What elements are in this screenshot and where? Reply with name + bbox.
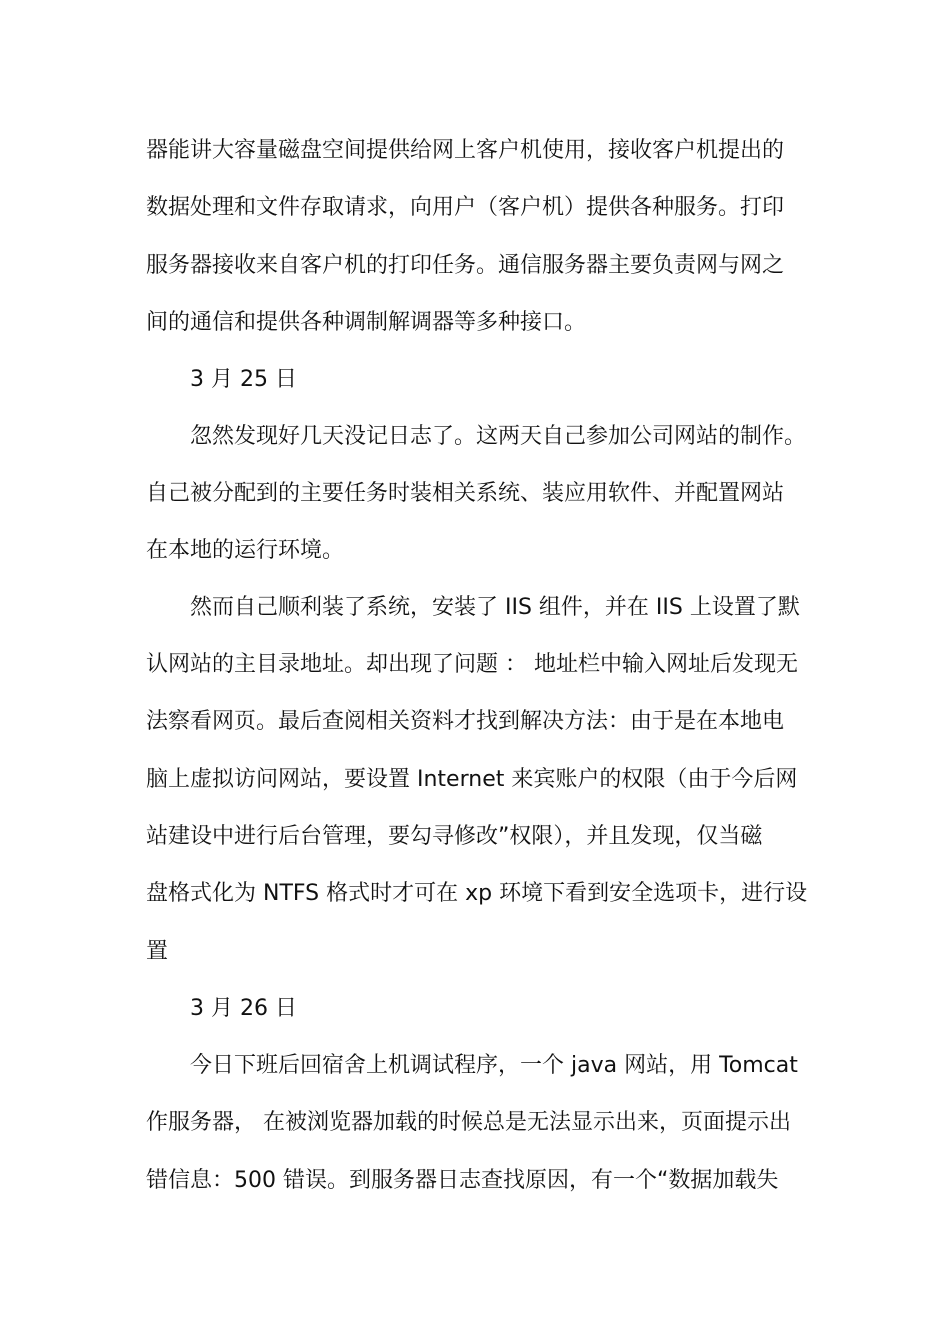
text-line: 数据处理和文件存取请求，向用户（客户机）提供各种服务。打印	[146, 195, 785, 220]
text-line: 认网站的主目录地址。却出现了问题 ： 地址栏中输入网址后发现无	[146, 652, 798, 677]
text-line: 错信息：500 错误。到服务器日志查找原因，有一个“数据加载失	[146, 1168, 779, 1193]
date-heading: 3 月 25 日	[190, 367, 297, 392]
text-line: 法察看网页。最后查阅相关资料才找到解决方法：由于是在本地电	[146, 709, 785, 734]
text-line: 作服务器， 在被浏览器加载的时候总是无法显示出来，页面提示出	[146, 1110, 791, 1135]
text-line: 盘格式化为 NTFS 格式时才可在 xp 环境下看到安全选项卡，进行设	[146, 881, 808, 906]
text-line: 服务器接收来自客户机的打印任务。通信服务器主要负责网与网之	[146, 253, 785, 278]
date-heading: 3 月 26 日	[190, 996, 297, 1021]
text-line: 在本地的运行环境。	[146, 538, 345, 563]
text-line: 忽然发现好几天没记日志了。这两天自己参加公司网站的制作。	[190, 424, 807, 449]
text-line: 脑上虚拟访问网站，要设置 Internet 来宾账户的权限（由于今后网	[146, 767, 798, 792]
text-line: 置	[146, 939, 169, 964]
text-line: 器能讲大容量磁盘空间提供给网上客户机使用，接收客户机提出的	[146, 138, 785, 163]
text-line: 然而自己顺利装了系统，安装了 IIS 组件，并在 IIS 上设置了默	[190, 595, 800, 620]
text-line: 自己被分配到的主要任务时装相关系统、装应用软件、并配置网站	[146, 481, 785, 506]
text-line: 间的通信和提供各种调制解调器等多种接口。	[146, 310, 587, 335]
text-line: 站建设中进行后台管理，要勾寻修改”权限），并且发现，仅当磁	[146, 824, 763, 849]
text-line: 今日下班后回宿舍上机调试程序，一个 java 网站，用 Tomcat	[190, 1053, 798, 1078]
